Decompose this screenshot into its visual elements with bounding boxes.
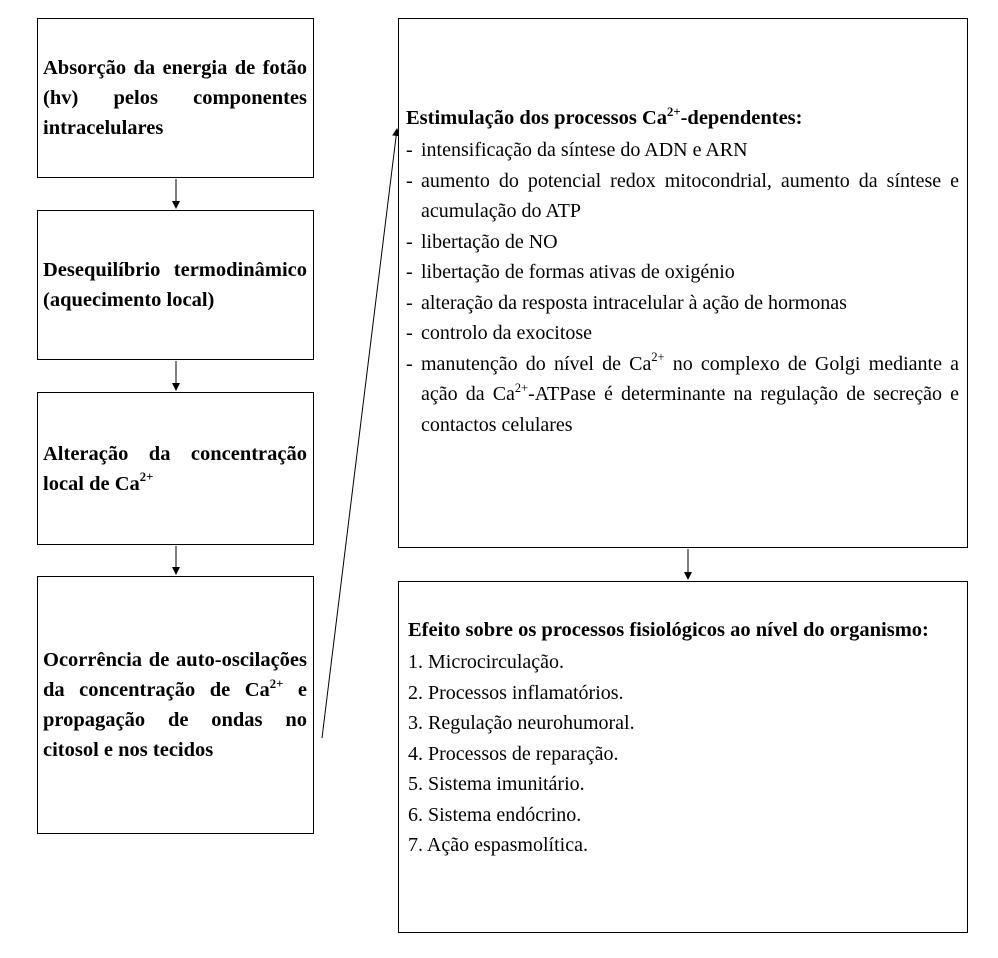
stimulation-list (406, 135, 959, 440)
golgi-superscript-1: 2+ (651, 350, 665, 365)
box-calcium-concentration-change (37, 392, 314, 545)
effects-item: 3. Regulação neurohumoral. (408, 712, 635, 734)
box4-superscript: 2+ (269, 676, 284, 691)
box-stimulation-processes (398, 18, 968, 548)
arrow-box4-to-stimulation (322, 129, 397, 738)
box-calcium-concentration-change-text (43, 439, 307, 499)
effects-list (408, 647, 959, 861)
effects-item: 4. Processos de reparação. (408, 742, 619, 765)
stimulation-item-text: aumento do potencial redox mitocondrial, aumento da síntese e acumulação do ATP (421, 169, 959, 222)
box4-text-prefix: Ocorrência de auto-oscilações da concentração de Ca (43, 649, 307, 701)
stimulation-item (406, 227, 959, 258)
dash-bullet: - (406, 291, 413, 314)
effects-item: 7. Ação espasmolítica. (408, 834, 588, 856)
box-physiological-effects (398, 581, 968, 933)
effects-item: 2. Processos inflamatórios. (408, 681, 624, 704)
effects-item: 5. Sistema imunitário. (408, 773, 585, 795)
dash-bullet: - (406, 322, 413, 344)
dash-bullet: - (406, 230, 413, 253)
dash-bullet: - (406, 139, 413, 161)
stimulation-item-text: intensificação da síntese do ADN e ARN (421, 139, 748, 161)
dash-bullet: - (406, 261, 413, 283)
effects-heading: Efeito sobre os processos fisiológicos ao nível do organismo: (408, 619, 929, 641)
golgi-superscript-2: 2+ (514, 380, 529, 395)
effects-item: 1. Microcirculação. (408, 651, 565, 673)
box-auto-oscillations-text (43, 645, 307, 765)
stimulation-item (406, 318, 959, 349)
stimulation-item (406, 166, 959, 227)
box-photon-absorption-text: Absorção da energia de fotão (hv) pelos componentes intracelulares (43, 57, 307, 139)
golgi-part3: -ATPase é determinante na regulação de secreção e contactos celulares (421, 383, 959, 436)
stimulation-item (406, 135, 959, 166)
box3-superscript: 2+ (139, 470, 154, 485)
box-thermodynamic-imbalance-text: Desequilíbrio termodinâmico (aquecimento local) (43, 259, 307, 311)
stimulation-item-text: libertação de formas ativas de oxigénio (421, 261, 735, 283)
stimulation-item-text: libertação de NO (421, 230, 558, 253)
dash-bullet: - (406, 169, 413, 192)
box-auto-oscillations (37, 576, 314, 834)
stimulation-item-text: controlo da exocitose (421, 322, 593, 344)
box4-text-suffix: e propagação de ondas no citosol e nos tecidos (43, 679, 307, 761)
stimulation-item-golgi (406, 349, 959, 441)
effects-item: 6. Sistema endócrino. (408, 803, 582, 826)
golgi-part1: manutenção do nível de Ca (421, 352, 652, 375)
stimulation-heading-superscript: 2+ (667, 104, 681, 119)
stimulation-heading-prefix: Estimulação dos processos Ca (406, 107, 668, 129)
golgi-part2: no complexo de Golgi mediante a ação da Ca (421, 352, 959, 405)
dash-bullet: - (406, 352, 413, 375)
box-thermodynamic-imbalance (37, 210, 314, 360)
stimulation-heading (406, 103, 959, 133)
stimulation-item (406, 288, 959, 319)
box-photon-absorption (37, 18, 314, 178)
stimulation-item-text: alteração da resposta intracelular à ação de hormonas (421, 291, 847, 314)
stimulation-heading-suffix: -dependentes: (680, 107, 803, 129)
stimulation-item (406, 257, 959, 288)
box3-text-prefix: Alteração da concentração local de Ca (43, 442, 307, 495)
